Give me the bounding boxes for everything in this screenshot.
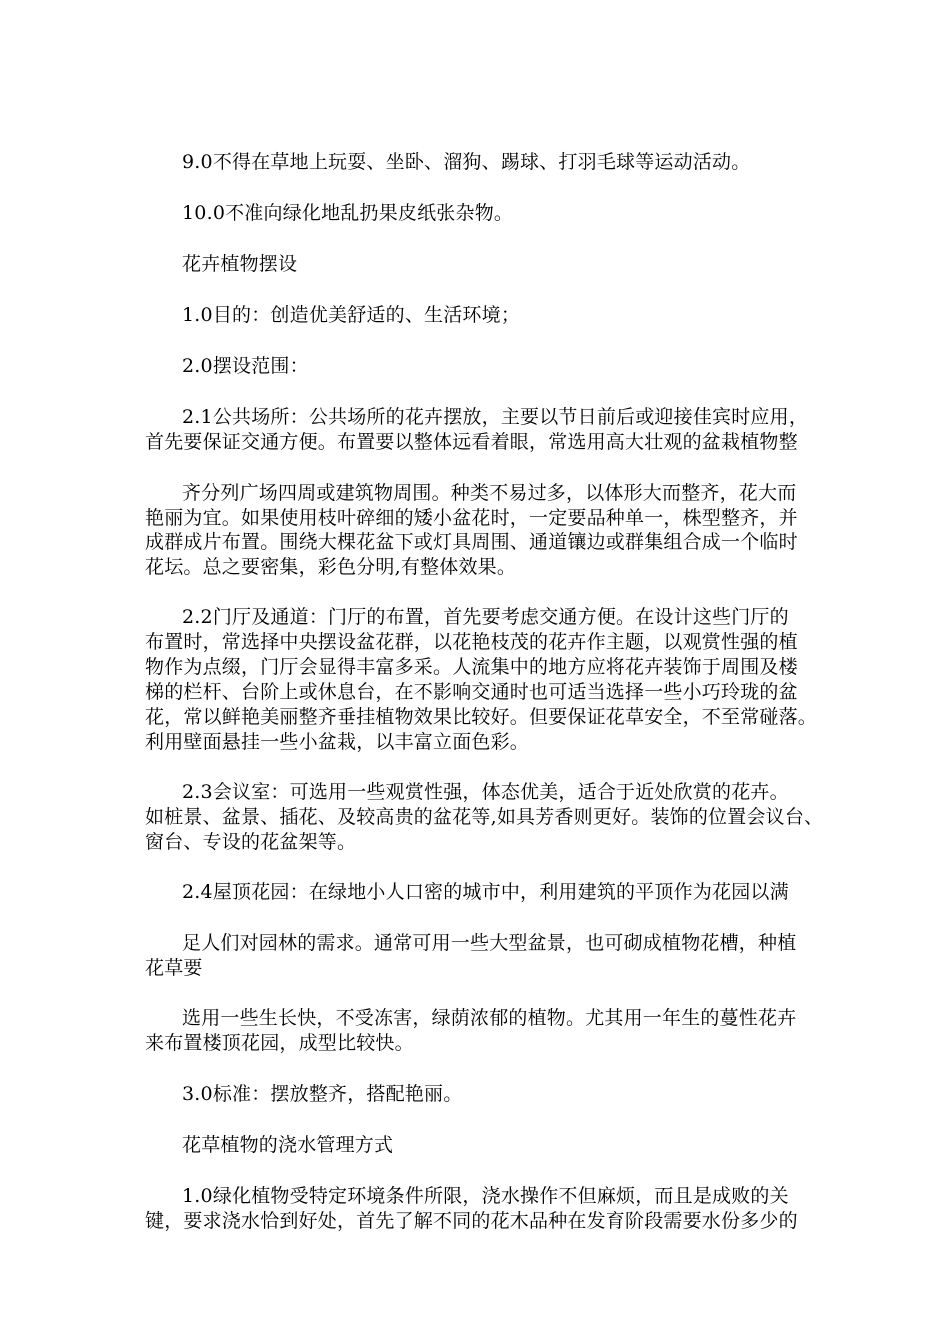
text-line: 窗台、专设的花盆架等。	[145, 831, 357, 853]
text-line: 来布置楼顶花园，成型比较快。	[145, 1032, 414, 1054]
text-line: 花坛。总之要密集，彩色分明,有整体效果。	[145, 556, 517, 578]
text-line: 布置时，常选择中央摆设盆花群，以花艳枝茂的花卉作主题，以观赏性强的植	[145, 631, 798, 653]
text-line: 3.0标准：摆放整齐，搭配艳丽。	[182, 1083, 463, 1105]
text-line: 花草要	[145, 957, 203, 979]
text-line: 1.0目的：创造优美舒适的、生活环境；	[182, 304, 521, 326]
text-line: 2.3会议室：可选用一些观赏性强，体态优美，适合于近处欣赏的花卉。	[182, 781, 789, 803]
text-line: 花，常以鲜艳美丽整齐垂挂植物效果比较好。但要保证花草安全，不至常碰落。	[145, 706, 818, 728]
text-line: 1.0绿化植物受特定环境条件所限，浇水操作不但麻烦，而且是成败的关	[182, 1185, 789, 1207]
text-line: 2.0摆设范围：	[182, 355, 309, 377]
section-heading: 花卉植物摆设	[182, 253, 298, 275]
text-line: 2.4屋顶花园：在绿地小人口密的城市中，利用建筑的平顶作为花园以满	[182, 881, 789, 903]
text-line: 10.0不准向绿化地乱扔果皮纸张杂物。	[182, 202, 514, 224]
text-line: 9.0不得在草地上玩耍、坐卧、溜狗、踢球、打羽毛球等运动活动。	[182, 151, 751, 173]
text-line: 成群成片布置。围绕大棵花盆下或灯具周围、通道镶边或群集组合成一个临时	[145, 531, 798, 553]
text-line: 物作为点缀，门厅会显得丰富多采。人流集中的地方应将花卉装饰于周围及楼	[145, 656, 798, 678]
text-line: 键，要求浇水恰到好处，首先了解不同的花木品种在发育阶段需要水份多少的	[145, 1210, 798, 1232]
text-line: 足人们对园林的需求。通常可用一些大型盆景，也可砌成植物花槽，种植	[182, 932, 797, 954]
text-line: 首先要保证交通方便。布置要以整体远看着眼，常选用高大壮观的盆栽植物整	[145, 431, 798, 453]
text-line: 艳丽为宜。如果使用枝叶碎细的矮小盆花时，一定要品种单一，株型整齐，并	[145, 507, 798, 529]
text-line: 2.1公共场所：公共场所的花卉摆放，主要以节日前后或迎接佳宾时应用，	[182, 406, 809, 428]
text-line: 齐分列广场四周或建筑物周围。种类不易过多，以体形大而整齐，花大而	[182, 482, 797, 504]
text-line: 选用一些生长快，不受冻害，绿荫浓郁的植物。尤其用一年生的蔓性花卉	[182, 1007, 797, 1029]
text-line: 2.2门厅及通道：门厅的布置，首先要考虑交通方便。在设计这些门厅的	[182, 606, 789, 628]
section-heading: 花草植物的浇水管理方式	[182, 1134, 394, 1156]
text-line: 梯的栏杆、台阶上或休息台，在不影响交通时也可适当选择一些小巧玲珑的盆	[145, 681, 798, 703]
text-line: 利用壁面悬挂一些小盆栽，以丰富立面色彩。	[145, 731, 530, 753]
text-line: 如桩景、盆景、插花、及较高贵的盆花等,如具芳香则更好。装饰的位置会议台、	[145, 806, 824, 828]
